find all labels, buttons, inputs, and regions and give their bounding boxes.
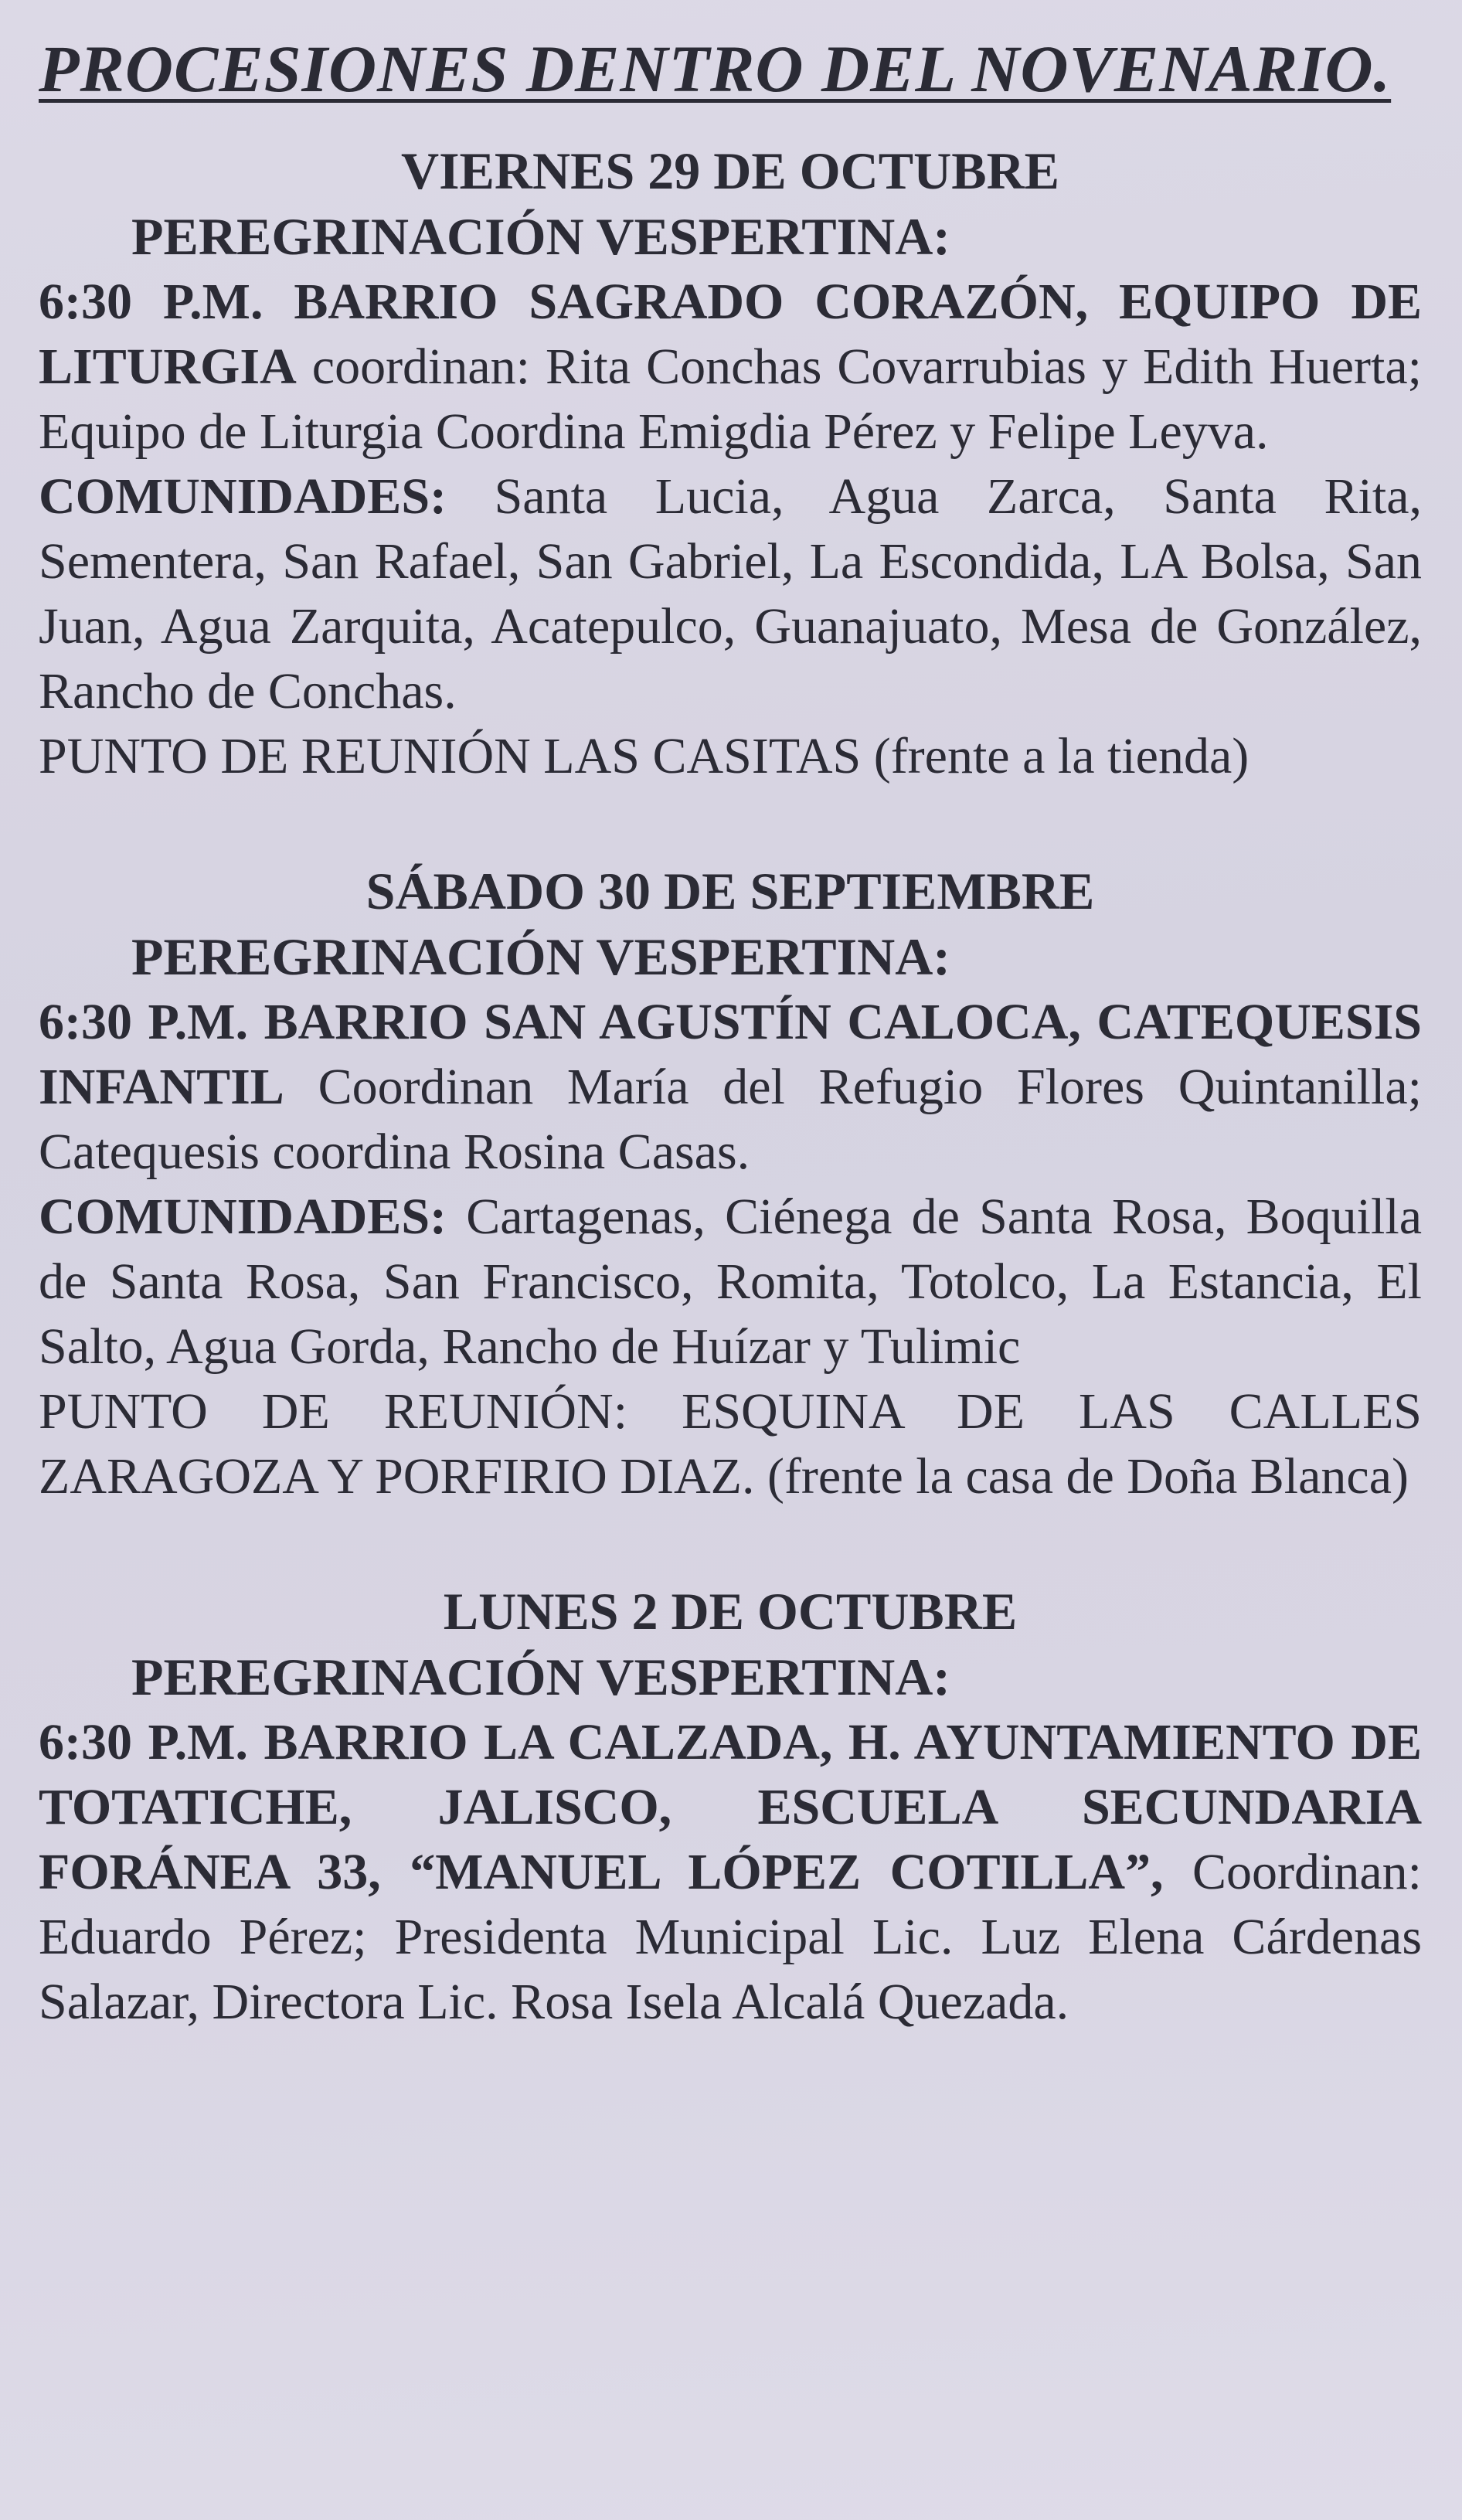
schedule-time-place: 6:30 P.M. BARRIO SAGRADO CORAZÓN, EQUIPO DE LITURGIA — [39, 273, 1422, 395]
meeting-point: PUNTO DE REUNIÓN LAS CASITAS (frente a la tienda) — [39, 727, 1250, 784]
communities-label: COMUNIDADES: — [39, 468, 447, 525]
communities-list: Santa Lucia, Agua Zarca, Santa Rita, Sementera, San Rafael, San Gabriel, La Escondida, LA Bolsa, San Juan, Agua Zarquita, Acatepulco, Guanajuato, Mesa de González, Rancho de Conchas. — [39, 468, 1422, 719]
event-type: PEREGRINACIÓN VESPERTINA: — [131, 206, 950, 266]
section-day: LUNES 2 DE OCTUBRE — [443, 1581, 1018, 1641]
event-type: PEREGRINACIÓN VESPERTINA: — [131, 927, 950, 986]
communities-label: COMUNIDADES: — [39, 1188, 447, 1245]
communities-list: Cartagenas, Ciénega de Santa Rosa, Boquilla de Santa Rosa, San Francisco, Romita, Totolco, La Estancia, El Salto, Agua Gorda, Rancho de Huízar y Tulimic — [39, 1188, 1422, 1375]
section-day: VIERNES 29 DE OCTUBRE — [400, 141, 1060, 200]
section-day: SÁBADO 30 DE SEPTIEMBRE — [366, 861, 1095, 920]
schedule-coordinators: Coordinan María del Refugio Flores Quintanilla; Catequesis coordina Rosina Casas. — [39, 1058, 1422, 1180]
section-saturday — [39, 859, 1422, 1509]
document-page — [39, 31, 1422, 2104]
schedule-coordinators: Coordinan: Eduardo Pérez; Presidenta Municipal Lic. Luz Elena Cárdenas Salazar, Directora Lic. Rosa Isela Alcalá Quezada. — [39, 1843, 1423, 2030]
schedule-coordinators: coordinan: Rita Conchas Covarrubias y Edith Huerta; Equipo de Liturgia Coordina Emigdia Pérez y Felipe Leyva. — [39, 338, 1422, 460]
schedule-paragraph — [39, 990, 1422, 1185]
schedule-time-place: 6:30 P.M. BARRIO SAN AGUSTÍN CALOCA, CATEQUESIS INFANTIL — [39, 993, 1422, 1115]
section-friday — [39, 138, 1422, 789]
communities-paragraph — [39, 464, 1422, 724]
schedule-time-place: 6:30 P.M. BARRIO LA CALZADA, H. AYUNTAMIENTO DE TOTATICHE, JALISCO, ESCUELA SECUNDARIA FORÁNEA 33, “MANUEL LÓPEZ COTILLA”, — [39, 1713, 1422, 1900]
schedule-paragraph — [39, 1710, 1422, 2035]
event-type: PEREGRINACIÓN VESPERTINA: — [131, 1647, 950, 1706]
communities-paragraph — [39, 1185, 1422, 1379]
meeting-point: PUNTO DE REUNIÓN: ESQUINA DE LAS CALLES ZARAGOZA Y PORFIRIO DIAZ. (frente la casa de Doña Blanca) — [39, 1382, 1422, 1505]
section-monday — [39, 1579, 1422, 2035]
page-title: PROCESIONES DENTRO DEL NOVENARIO. — [39, 32, 1392, 106]
schedule-paragraph — [39, 270, 1422, 464]
